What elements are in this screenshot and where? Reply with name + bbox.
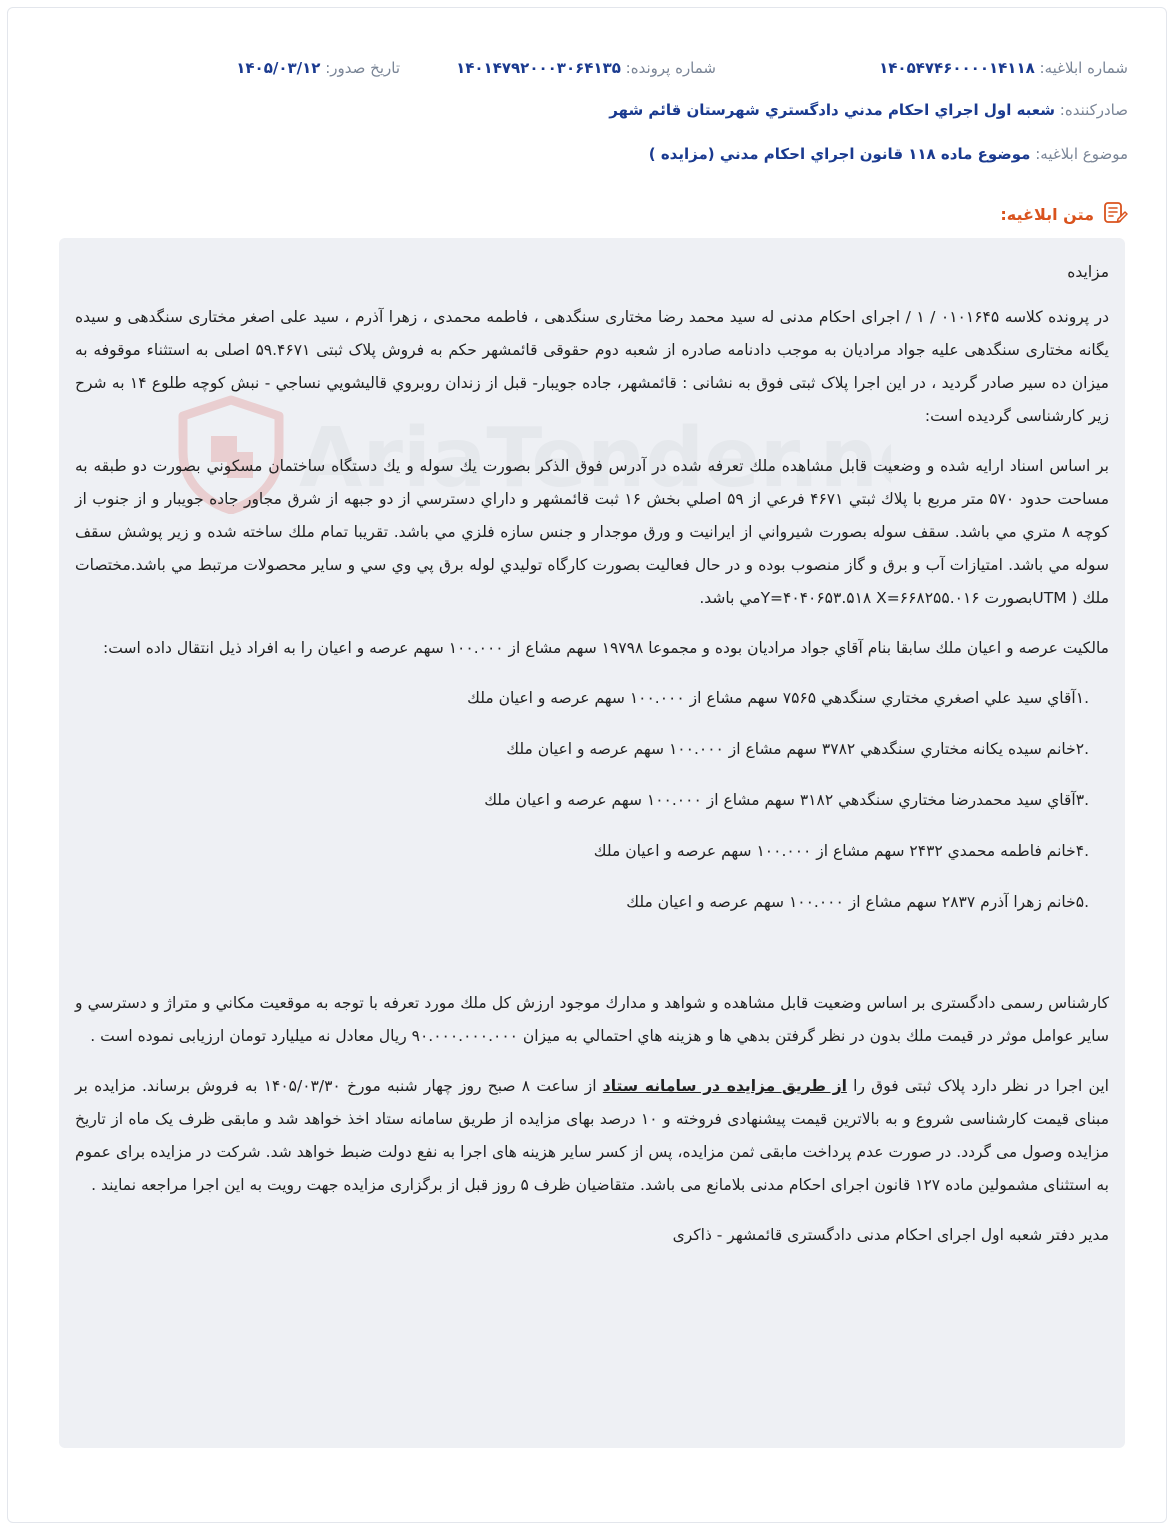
issue-date-label: تاریخ صدور: [325, 59, 400, 77]
auction-terms-paragraph [75, 1070, 1109, 1202]
issuer-value: شعبه اول اجراي احکام مدني دادگستري شهرستان قائم شهر [609, 101, 1055, 119]
owners-list [75, 682, 1109, 919]
subject-label: موضوع ابلاغیه: [1035, 145, 1128, 163]
issuer-label: صادرکننده: [1059, 101, 1128, 119]
auction-title: مزایده [1067, 263, 1109, 281]
case-number-value: ۱۴۰۱۴۷۹۲۰۰۰۳۰۶۴۱۳۵ [456, 59, 621, 77]
meta-row-issuer [609, 98, 1128, 122]
watermark-text: AriaTender.n [299, 411, 878, 506]
ownership-paragraph: مالكيت عرصه و اعيان ملك سابقا بنام آقاي جواد مراديان بوده و مجموعا ۱۹۷۹۸ سهم مشاع از ۱۰۰.۰۰۰ سهم عرصه و اعيان را به افراد ذيل انتقال داده است: [103, 639, 1109, 657]
setad-auction-emphasis: از طریق مزایده در سامانه ستاد [602, 1077, 847, 1095]
case-paragraph: در پرونده کلاسه ۰۱۰۱۶۴۵ / ۱ / اجرای احکام مدنی له سید محمد رضا مختاری سنگدهی ، فاطمه محمدی ، زهرا آذرم ، سید علی اصغر مختاری سنگدهی و سیده یگانه مختاری سنگدهی علیه جواد مرادیان به موجب دادنامه صادره از شعبه دوم حقوقی قائمشهر حکم به فروش پلاک ثبتی ۵۹.۴۶۷۱ اصلی به استثناء موقوفه به میزان ده سیر صادر گردید ، در این اجرا پلاک ثبتی فوق به نشانی : قائمشهر، جاده جويبار- قبل از زندان روبروي قاليشويي نساجي - نبش کوچه طلوع ۱۴ به شرح زیر کارشناسی گردیده است: [75, 308, 1110, 425]
notice-number-label: شماره ابلاغیه: [1039, 59, 1128, 77]
notice-number-value: ۱۴۰۵۴۷۴۶۰۰۰۰۱۴۱۱۸ [879, 59, 1035, 77]
spacer [75, 937, 1109, 987]
notice-text-label: متن ابلاغیه: [1000, 204, 1094, 224]
document-edit-icon [1102, 199, 1128, 229]
subject-value: موضوع ماده ۱۱۸ قانون اجراي احکام مدني (مزايده ) [648, 145, 1031, 163]
notice-text-header [1000, 200, 1128, 228]
meta-row-numbers [46, 56, 1128, 80]
owner-item: .۳آقاي سيد محمدرضا مختاري سنگدهي ۳۱۸۲ سهم مشاع از ۱۰۰.۰۰۰ سهم عرصه و اعيان ملك [484, 791, 1089, 809]
valuation-paragraph: کارشناس رسمی دادگستری بر اساس وضعيت قابل مشاهده و شواهد و مدارك موجود ارزش كل ملك مورد تعرفه با توجه به موقعيت مكاني و متراژ و دسترسي و ساير عوامل موثر در قيمت ملك بدون در نظر گرفتن بدهي ها و هزينه هاي احتمالي به ميزان ۹۰.۰۰۰.۰۰۰.۰۰۰ ريال معادل نه ميليارد تومان ارزيابی نموده است . [75, 994, 1109, 1045]
auction-terms-start: این اجرا در نظر دارد پلاک ثبتی فوق را [846, 1077, 1109, 1095]
notice-number [879, 56, 1128, 80]
owner-item: .۲خانم سيده يكانه مختاري سنگدهي ۳۷۸۲ سهم مشاع از ۱۰۰.۰۰۰ سهم عرصه و اعيان ملك [506, 740, 1089, 758]
case-number-label: شماره پرونده: [625, 59, 716, 77]
property-description: بر اساس اسناد ارايه شده و وضعيت قابل مشاهده ملك تعرفه شده در آدرس فوق الذكر بصورت يك سوله و يك دستگاه ساختمان مسكوني بصورت دو طبقه به مساحت حدود ۵۷۰ متر مربع با پلاك ثبتي ۴۶۷۱ فرعي از ۵۹ اصلي بخش ۱۶ ثبت قائمشهر و داراي دسترسي از دو جبهه از شرق مجاور جاده جويبار و از جنوب از كوچه ۸ متري مي باشد. سقف سوله بصورت شيرواني از ايرانيت و ورق موجدار و جنس سازه فلزي مي باشد. تقريبا تمام ملك ساخته شده و زير پوشش سقف سوله مي باشد. امتيازات آب و برق و گاز منصوب بوده و در حال فعاليت بصورت كارگاه توليدي لوله برق پي وي سي و ساير محصولات مرتبط مي باشد.مختصات ملك ( UTMبصورت Y=۴۰۴۰۶۵۳.۵۱۸ X=۶۶۸۲۵۵.۰۱۶مي باشد. [75, 457, 1109, 607]
owner-item: .۱آقاي سيد علي اصغري مختاري سنگدهي ۷۵۶۵ سهم مشاع از ۱۰۰.۰۰۰ سهم عرصه و اعيان ملك [467, 689, 1089, 707]
owner-item: .۵خانم زهرا آذرم ۲۸۳۷ سهم مشاع از ۱۰۰.۰۰۰ سهم عرصه و اعيان ملك [626, 893, 1089, 911]
auction-terms-rest: از ساعت ۸ صبح روز چهار شنبه مورخ ۱۴۰۵/۰۳/۳۰ به فروش برساند. مزایده بر مبنای قیمت کارشناسی شروع و به بالاترین قیمت پیشنهادی فروخته و ۱۰ درصد بهای مزایده از طریق سامانه ستاد اخذ خواهد شد و مابقی ظرف یک ماه از تاریخ مزایده وصول می گردد. در صورت عدم پرداخت مابقی ثمن مزایده، پس از کسر سایر هزینه های اجرا به نفع دولت ضبط خواهد شد. شرکت در مزایده برای عموم به استثنای مشمولین ماده ۱۲۷ قانون اجرای احکام مدنی بلامانع می باشد. متقاضیان ظرف ۵ روز قبل از برگزاری مزایده جهت رویت به این اجرا مراجعه نمایند . [75, 1077, 1109, 1194]
notice-body-panel [59, 238, 1125, 1448]
signature: مدیر دفتر شعبه اول اجرای احکام مدنی دادگستری قائمشهر - ذاکری [672, 1226, 1109, 1244]
meta-row-subject [649, 142, 1128, 166]
case-number [456, 56, 716, 80]
issue-date [236, 56, 400, 80]
issue-date-value: ۱۴۰۵/۰۳/۱۲ [236, 59, 321, 77]
notice-content [75, 256, 1109, 1269]
owner-item: .۴خانم فاطمه محمدي ۲۴۳۲ سهم مشاع از ۱۰۰.۰۰۰ سهم عرصه و اعيان ملك [593, 842, 1089, 860]
